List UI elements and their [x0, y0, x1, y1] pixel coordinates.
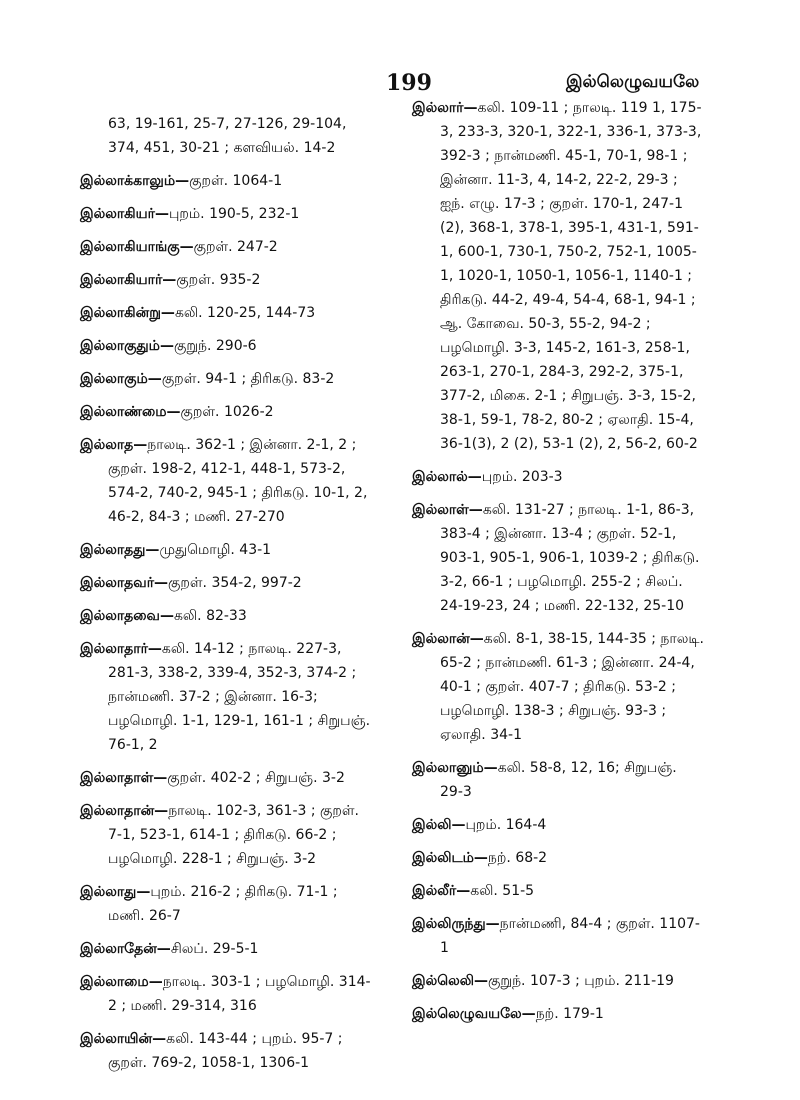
entry-headword: இல்லாதான்— [80, 803, 169, 819]
entry-refs: புறம். 190-5, 232-1 [168, 206, 300, 222]
entry-refs: கலி. 143-44 ; புறம். 95-7 ; குறள். 769-2, 1058-1, 1306-1 [108, 1031, 343, 1071]
right-column [412, 96, 704, 1035]
entry-headword: இல்லாகியாங்கு— [80, 239, 194, 255]
index-entry [412, 813, 704, 837]
entry-refs: குறள். 247-2 [193, 239, 278, 255]
index-entry [80, 367, 372, 391]
entry-headword: இல்லாத— [80, 437, 148, 453]
entry-headword: இல்லார்— [412, 100, 478, 116]
index-entry [80, 571, 372, 595]
entry-refs: குறள். 935-2 [176, 272, 261, 288]
index-entry [80, 970, 372, 1018]
entry-refs: குறுந். 107-3 ; புறம். 211-19 [488, 973, 674, 989]
entry-headword: இல்லாமை— [80, 974, 163, 990]
index-entry [412, 465, 704, 489]
entry-refs: குறள். 354-2, 997-2 [168, 575, 302, 591]
entry-refs: முதுமொழி. 43-1 [159, 542, 272, 558]
entry-refs: நாலடி. 102-3, 361-3 ; குறள். 7-1, 523-1, 614-1 ; திரிகடு. 66-2 ; பழமொழி. 228-1 ; சிறுபஞ். 3-2 [108, 803, 359, 867]
entry-refs: கலி. 82-33 [173, 608, 247, 624]
entry-headword: இல்லாகுதும்— [80, 338, 174, 354]
index-entry [80, 202, 372, 226]
entry-refs: கலி. 14-12 ; நாலடி. 227-3, 281-3, 338-2, 339-4, 352-3, 374-2 ; நான்மணி. 37-2 ; இன்னா. 16-3; பழமொழி. 1-1, 129-1, 161-1 ; சிறுபஞ். 76-1, 2 [108, 641, 371, 753]
entry-refs: சிலப். 29-5-1 [170, 941, 259, 957]
entry-headword: இல்லாக்காலும்— [80, 173, 190, 189]
entry-headword: இல்லீர்— [412, 883, 471, 899]
entry-headword: இல்லாகியர்— [80, 206, 169, 222]
entry-headword: இல்லாதவர்— [80, 575, 169, 591]
entry-refs: நற். 179-1 [535, 1006, 604, 1022]
entry-refs: குறள். 1026-2 [180, 404, 274, 420]
index-entry [412, 912, 704, 960]
entry-headword: இல்லாகியார்— [80, 272, 177, 288]
entry-refs: கலி. 109-11 ; நாலடி. 119 1, 175-3, 233-3, 320-1, 322-1, 336-1, 373-3, 392-3 ; நான்மணி. 45-1, 70-1, 98-1 ; இன்னா. 11-3, 4, 14-2, 22-2, 29-3 ; ஐந். எழு. 17-3 ; குறள். 170-1, 247-1 (2), 368-1, 378-1, 395-1, 431-1, 591-1, 600-1, 730-1, 750-2, 752-1, 1005-1, 1020-1, 1050-1, 1056-1, 1140-1 ; திரிகடு. 44-2, 49-4, 54-4, 68-1, 94-1 ; ஆ. கோவை. 50-3, 55-2, 94-2 ; பழமொழி. 3-3, 145-2, 161-3, 258-1, 263-1, 270-1, 284-3, 292-2, 375-1, 377-2, மிகை. 2-1 ; சிறுபஞ். 3-3, 15-2, 38-1, 59-1, 78-2, 80-2 ; ஏலாதி. 15-4, 36-1(3), 2 (2), 53-1 (2), 2, 56-2, 60-2 [440, 100, 702, 452]
entry-refs: நாலடி. 362-1 ; இன்னா. 2-1, 2 ; குறள். 198-2, 412-1, 448-1, 573-2, 574-2, 740-2, 945-1 ; திரிகடு. 10-1, 2, 46-2, 84-3 ; மணி. 27-270 [108, 437, 368, 525]
index-entry [412, 969, 704, 993]
page-number: 199 [386, 70, 432, 96]
entry-headword: இல்லால்— [412, 469, 482, 485]
entry-headword: இல்லெலி— [412, 973, 489, 989]
entry-headword: இல்லானும்— [412, 760, 498, 776]
entry-refs: புறம். 203-3 [481, 469, 563, 485]
index-entry [80, 169, 372, 193]
index-entry [80, 766, 372, 790]
index-entry [80, 112, 372, 160]
entry-headword: இல்லாகின்று— [80, 305, 175, 321]
entry-refs: குறள். 1064-1 [189, 173, 283, 189]
entry-refs: குறள். 94-1 ; திரிகடு. 83-2 [161, 371, 335, 387]
index-entry [80, 604, 372, 628]
index-entry [412, 627, 704, 747]
entry-refs: புறம். 164-4 [465, 817, 547, 833]
entry-refs: நான்மணி, 84-4 ; குறள். 1107-1 [440, 916, 700, 956]
index-entry [80, 301, 372, 325]
entry-headword: இல்லிருந்து— [412, 916, 500, 932]
index-entry [80, 268, 372, 292]
index-entry [80, 538, 372, 562]
entry-headword: இல்லாதேன்— [80, 941, 171, 957]
index-entry [80, 1027, 372, 1075]
index-entry [80, 937, 372, 961]
index-entry [80, 880, 372, 928]
index-entry [412, 756, 704, 804]
entry-headword: இல்லான்— [412, 631, 484, 647]
index-entry [412, 1002, 704, 1026]
entry-headword: இல்லாயின்— [80, 1031, 167, 1047]
entry-headword: இல்லாதாள்— [80, 770, 168, 786]
index-entry [80, 235, 372, 259]
entry-headword: இல்லிடம்— [412, 850, 488, 866]
entry-headword: இல்லெழுவயலே— [412, 1006, 536, 1022]
index-entry [80, 799, 372, 871]
entry-refs: கலி. 58-8, 12, 16; சிறுபஞ். 29-3 [440, 760, 677, 800]
entry-refs: குறள். 402-2 ; சிறுபஞ். 3-2 [167, 770, 345, 786]
index-entry [412, 96, 704, 456]
entry-headword: இல்லாகும்— [80, 371, 162, 387]
entry-refs: 63, 19-161, 25-7, 27-126, 29-104, 374, 451, 30-21 ; களவியல். 14-2 [108, 116, 347, 156]
entry-refs: கலி. 131-27 ; நாலடி. 1-1, 86-3, 383-4 ; இன்னா. 13-4 ; குறள். 52-1, 903-1, 905-1, 906-1, 1039-2 ; திரிகடு. 3-2, 66-1 ; பழமொழி. 255-2 ; சிலப். 24-19-23, 24 ; மணி. 22-132, 25-10 [440, 502, 700, 614]
index-entry [412, 846, 704, 870]
entry-refs: புறம். 216-2 ; திரிகடு. 71-1 ; மணி. 26-7 [108, 884, 338, 924]
entry-refs: நற். 68-2 [487, 850, 548, 866]
index-entry [80, 334, 372, 358]
index-entry [80, 637, 372, 757]
entry-refs: நாலடி. 303-1 ; பழமொழி. 314-2 ; மணி. 29-314, 316 [108, 974, 371, 1014]
entry-headword: இல்லி— [412, 817, 466, 833]
entry-headword: இல்லாது— [80, 884, 151, 900]
left-column [80, 112, 372, 1084]
index-entry [80, 400, 372, 424]
entry-refs: குறுந். 290-6 [173, 338, 257, 354]
entry-headword: இல்லாண்மை— [80, 404, 181, 420]
entry-headword: இல்லாதவை— [80, 608, 174, 624]
index-entry [80, 433, 372, 529]
running-head: இல்லெழுவயலே [566, 72, 700, 92]
entry-refs: கலி. 51-5 [470, 883, 535, 899]
index-entry [412, 879, 704, 903]
entry-headword: இல்லாள்— [412, 502, 483, 518]
index-entry [412, 498, 704, 618]
entry-headword: இல்லாதார்— [80, 641, 162, 657]
entry-refs: கலி. 120-25, 144-73 [174, 305, 316, 321]
entry-headword: இல்லாதது— [80, 542, 160, 558]
entry-refs: கலி. 8-1, 38-15, 144-35 ; நாலடி. 65-2 ; நான்மணி. 61-3 ; இன்னா. 24-4, 40-1 ; குறள். 407-7 ; திரிகடு. 53-2 ; பழமொழி. 138-3 ; சிறுபஞ். 93-3 ; ஏலாதி. 34-1 [440, 631, 704, 743]
